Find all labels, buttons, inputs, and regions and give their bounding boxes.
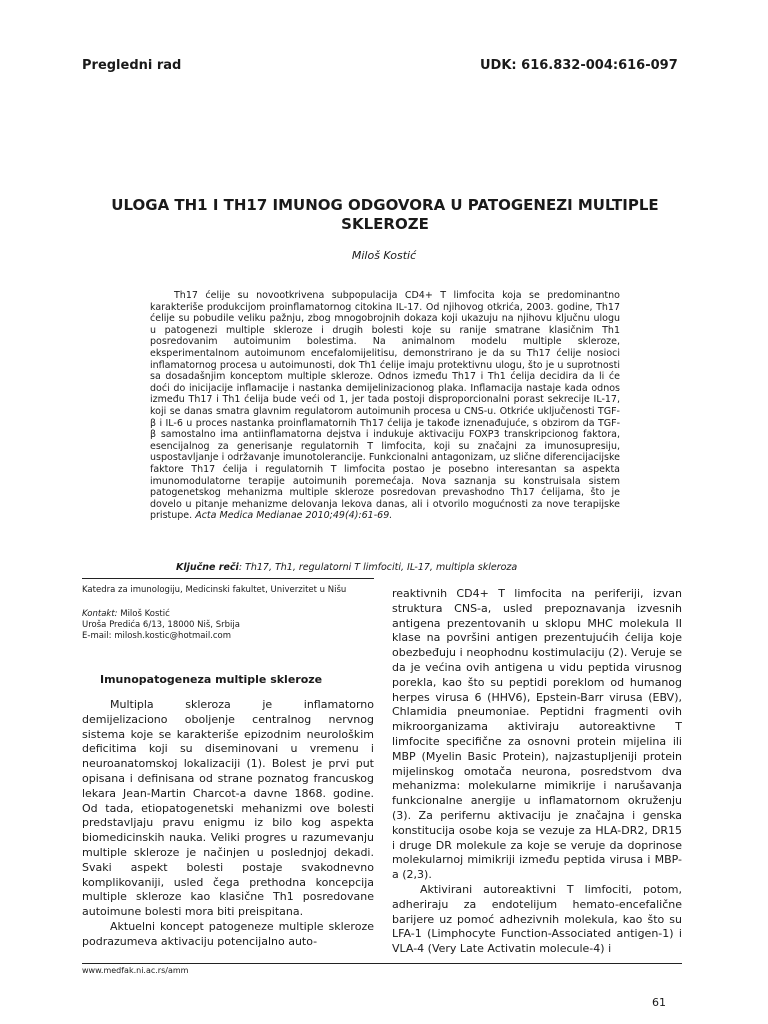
keywords-label: Ključne reči — [176, 562, 239, 573]
column-divider-rule — [82, 578, 374, 579]
keywords — [176, 562, 646, 573]
section-type-label: Pregledni rad — [82, 58, 182, 73]
contact-name: Miloš Kostić — [117, 609, 170, 619]
section-heading: Imunopatogeneza multiple skleroze — [100, 673, 323, 686]
author-name: Miloš Kostić — [351, 249, 417, 262]
udk-code: UDK: 616.832-004:616-097 — [480, 58, 678, 73]
contact-block — [82, 609, 372, 642]
body-paragraph: reaktivnih CD4+ T limfocita na periferiji, izvan struktura CNS-a, usled prepoznavanja izvesnih antigena prezentovanih u sklopu MHC molekula II klase na površini antigen prezentujućih ćelija koje obezbeđuju i neophodnu kostimulaciju (2). Veruje se da je većina ovih antigena u vidu peptida virusnog porekla, kao što su peptidi poreklom od humanog herpes virusa 6 (HHV6), Epstein-Barr virusa (EBV), Chlamidia pneumoniae. Peptidni fragmenti ovih mikroorganizama aktiviraju autoreaktivne T limfocite specifične za osnovni protein mijelina ili MBP (Myelin Basic Protein), najzastupljeniji protein mijelinskog omotača neurona, posredstvom dva mehanizma: molekularne mimikrije i narušavanja funkcionalne anergije u inflamatornom okruženju (3). Za perifernu aktivaciju je značajna i genska konstitucija osobe koja se vezuje za HLA-DR2, DR15 i druge DR molekule za koje se veruje da doprinose molekularnoj mimikriji između peptida virusa i MBP-a (2,3). — [392, 587, 682, 882]
journal-citation: Acta Medica Medianae 2010;49(4):61-69. — [195, 510, 393, 522]
article-title: ULOGA TH1 I TH17 IMUNOG ODGOVORA U PATOGENEZI MULTIPLE SKLEROZE — [111, 196, 659, 233]
body-paragraph: Aktuelni koncept patogeneze multiple skleroze podrazumeva aktivaciju potencijalno auto- — [82, 919, 374, 948]
footer-url[interactable]: www.medfak.ni.ac.rs/amm — [82, 966, 189, 975]
contact-label: Kontakt: — [82, 609, 118, 619]
contact-email: E-mail: milosh.kostic@hotmail.com — [82, 631, 232, 641]
contact-name-line — [82, 609, 372, 620]
body-left-column — [82, 698, 374, 950]
keywords-text: : Th17, Th1, regulatorni T limfociti, IL-17, multipla skleroza — [238, 562, 518, 573]
abstract-text: Th17 ćelije su novootkrivena subpopulacija CD4+ T limfocita koja se predominantno karakteriše produkcijom proinflamatornog citokina IL-17. Od njihovog otkrića, 2003. godine, Th17 ćelije su pobudile veliku pažnju, zbog mnogobrojnih dokaza koji ukazuju na njihovu ključnu ulogu u patogenezi multiple skleroze i drugih bolesti koje su ranije smatrane klasičnim Th1 posredovanim autoimunim bolestima. Na animalnom modelu multiple skleroze, eksperimentalnom autoimunom encefalomijelitisu, demonstrirano je da su Th17 ćelije nosioci inflamatornog procesa u autoimunosti, dok Th1 ćelije imaju protektivnu ulogu, što je u suprotnosti sa dosadašnjim konceptom multiple skleroze. Odnos između Th17 i Th1 ćelija decidira da li će doći do inicijacije inflamacije i nastanka demijelinizacionog plaka. Inflamacija nastaje kada odnos između Th17 i Th1 ćelija bude veći od 1, jer tada postoji disproporcionalni porast sekrecije IL-17, koji se danas smatra glavnim regulatorom autoimunih procesa u CNS-u. Otkriće uključenosti TGF-β i IL-6 u proces nastanka proinflamatornih Th17 ćelija je takođe iznenađujuće, s obzirom da TGF-β samostalno ima antiinflamatorna dejstva i indukuje aktivaciju FOXP3 transkripcionog faktora, esencijalnog za generisanje regulatornih T limfocita, koji su značajni za imunosupresiju, uspostavljanje i održavanje imunotolerancije. Funkcionalni antagonizam, uz slične diferencijacijske faktore Th17 ćelija i regulatornih T limfocita postao je posebno interesantan sa aspekta imunomodulatorne terapije autoimunih poremećaja. Nova saznanja su konstruisala sistem patogenetskog mehanizma multiple skleroze posredovan prevashodno Th17 ćelijama, što je dovelo u pitanje mehanizme delovanja lekova danas, ali i otvorilo mogućnosti za nove terapijske pristupe. — [150, 290, 620, 522]
body-paragraph: Aktivirani autoreaktivni T limfociti, potom, adheriraju za endotelijum hemato-encefalične barijere uz pomoć adhezivnih molekula, kao što su LFA-1 (Limphocyte Function-Associated antigen-1) i VLA-4 (Very Late Activatin molecule-4) i — [392, 882, 682, 956]
body-right-column — [392, 587, 682, 957]
affiliation: Katedra za imunologiju, Medicinski fakultet, Univerzitet u Nišu — [82, 585, 347, 595]
footer-rule — [82, 963, 682, 964]
page-number: 61 — [652, 996, 666, 1009]
abstract — [150, 290, 620, 522]
contact-address: Uroša Predića 6/13, 18000 Niš, Srbija — [82, 620, 240, 630]
body-paragraph: Multipla skleroza je inflamatorno demijelizaciono oboljenje centralnog nervnog sistema koje se karakteriše epizodnim neurološkim deficitima koji su diseminovani u vremenu i neuroanatomskoj lokalizaciji (1). Bolest je prvi put opisana i definisana od strane poznatog francuskog lekara Jean-Martin Charcot-a davne 1868. godine. Od tada, etiopatogenetski mehanizmi ove bolesti predstavljaju pravu enigmu iz bilo kog aspekta biomedicinskih nauka. Veliki progres u razumevanju multiple skleroze je načinjen u poslednjoj dekadi. Svaki aspekt bolesti postaje svakodnevno komplikovaniji, usled čega prethodna koncepcija multiple skleroze kao klasične Th1 posredovane autoimune bolesti mora biti preispitana. — [82, 698, 374, 919]
